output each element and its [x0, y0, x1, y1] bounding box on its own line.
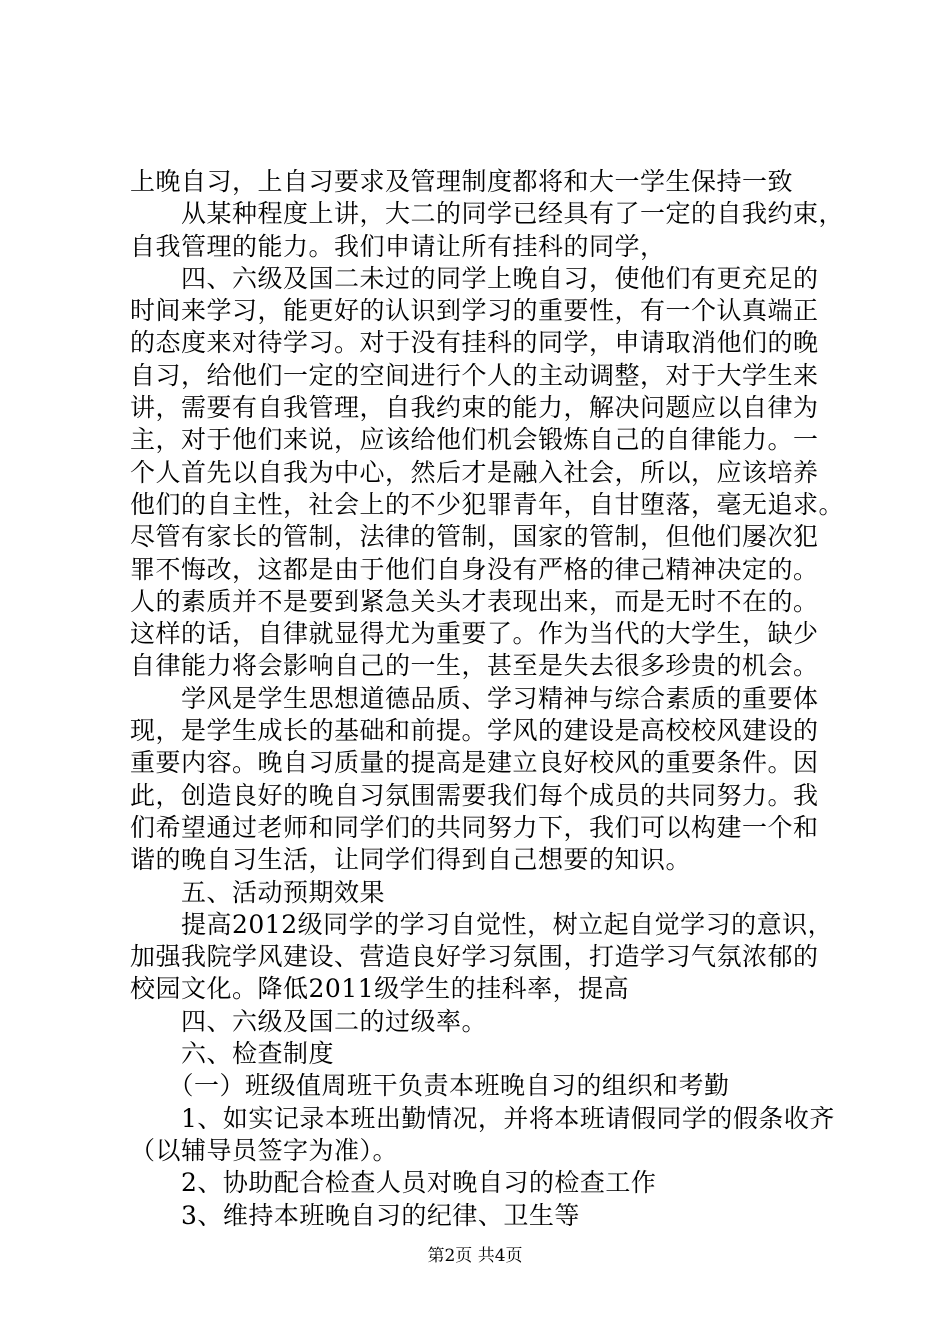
- text-line: 上晚自习，上自习要求及管理制度都将和大一学生保持一致: [130, 167, 794, 196]
- text-line: 们希望通过老师和同学们的共同努力下，我们可以构建一个和: [130, 812, 819, 842]
- text-line: 学风是学生思想道德品质、学习精神与综合素质的重要体: [130, 683, 819, 713]
- text-line: 这样的话，自律就显得尤为重要了。作为当代的大学生，缺少: [130, 619, 819, 649]
- text-line: 加强我院学风建设、营造良好学习氛围，打造学习气氛浓郁的: [130, 942, 819, 972]
- text-line: 四、六级及国二未过的同学上晚自习，使他们有更充足的: [130, 263, 819, 293]
- text-line: 自我管理的能力。我们申请让所有挂科的同学，: [130, 231, 666, 261]
- text-line: 提高2012级同学的学习自觉性，树立起自觉学习的意识，: [130, 909, 834, 939]
- text-line: 1、如实记录本班出勤情况，并将本班请假同学的假条收齐: [130, 1103, 835, 1133]
- text-line: 现，是学生成长的基础和前提。学风的建设是高校校风建设的: [130, 716, 819, 746]
- text-line: 尽管有家长的管制，法律的管制，国家的管制，但他们屡次犯: [130, 522, 819, 552]
- text-line: 个人首先以自我为中心，然后才是融入社会，所以，应该培养: [130, 457, 819, 487]
- text-line: 2、协助配合检查人员对晚自习的检查工作: [130, 1168, 657, 1198]
- text-line: 主，对于他们来说，应该给他们机会锻炼自己的自律能力。一: [130, 425, 819, 455]
- text-line: 的态度来对待学习。对于没有挂科的同学，申请取消他们的晚: [130, 328, 819, 358]
- text-line: （以辅导员签字为准）。: [130, 1135, 399, 1165]
- text-line: 自习，给他们一定的空间进行个人的主动调整，对于大学生来: [130, 360, 819, 390]
- text-line: 校园文化。降低2011级学生的挂科率，提高: [130, 974, 630, 1004]
- text-line: 此，创造良好的晚自习氛围需要我们每个成员的共同努力。我: [130, 780, 819, 810]
- text-line: 重要内容。晚自习质量的提高是建立良好校风的重要条件。因: [130, 748, 819, 778]
- text-line: 罪不悔改，这都是由于他们自身没有严格的律己精神决定的。: [130, 554, 819, 584]
- text-line: （一）班级值周班干负责本班晚自习的组织和考勤: [130, 1071, 730, 1101]
- document-body: [130, 166, 850, 1232]
- text-line: 从某种程度上讲，大二的同学已经具有了一定的自我约束，: [130, 199, 845, 229]
- text-line: 谐的晚自习生活，让同学们得到自己想要的知识。: [130, 845, 692, 875]
- text-line: 他们的自主性，社会上的不少犯罪青年，自甘堕落，毫无追求。: [130, 489, 845, 519]
- text-line: 五、活动预期效果: [130, 877, 386, 907]
- text-line: 讲，需要有自我管理，自我约束的能力，解决问题应以自律为: [130, 393, 819, 423]
- text-line: 3、维持本班晚自习的纪律、卫生等: [130, 1200, 580, 1230]
- text-line: 四、六级及国二的过级率。: [130, 1006, 488, 1036]
- text-line: 时间来学习，能更好的认识到学习的重要性，有一个认真端正: [130, 296, 819, 326]
- text-line: 六、检查制度: [130, 1039, 335, 1069]
- page-footer: 第2页 共4页: [427, 1246, 523, 1266]
- text-line: 自律能力将会影响自己的一生，甚至是失去很多珍贵的机会。: [130, 651, 819, 681]
- text-line: 人的素质并不是要到紧急关头才表现出来，而是无时不在的。: [130, 586, 819, 616]
